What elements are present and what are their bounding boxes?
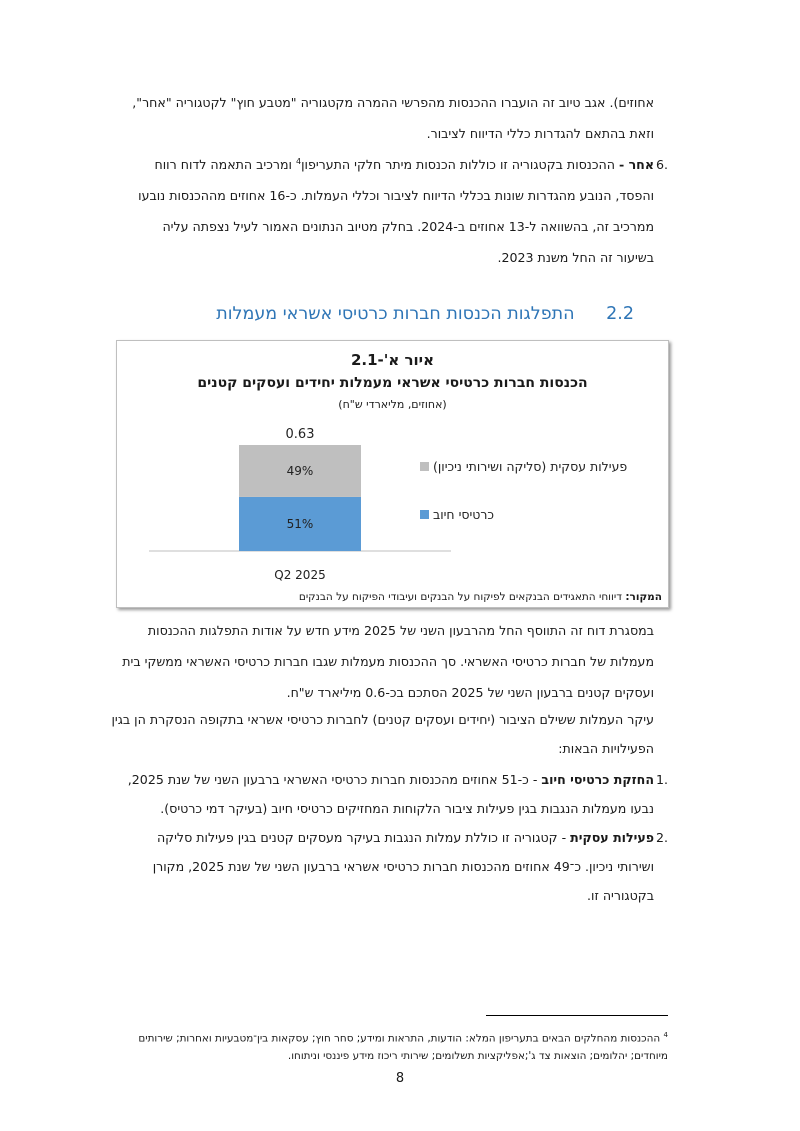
list-item-line [144,830,654,845]
list-item-title: החזקת כרטיסי חיוב [541,772,654,787]
list-item-text: ההכנסות בקטגוריה זו כוללות הכנסות מיתר חלקי התעריפון [301,157,615,173]
section-title: התפלגות הכנסות חברות כרטיסי אשראי מעמלות [216,304,575,324]
paragraph-line: הפעילויות הבאות: [558,741,654,756]
page-number: 8 [395,1071,405,1086]
source-text: דיווחי התאגידים הבנקאים לפיקוח על הבנקים ועיבודי הפיקוח על הבנקים [298,591,622,603]
total-label: 0.63 [285,427,315,442]
list-item-line: בשיעור זה החל משנת 2023. [497,250,654,265]
list-item-line: והפסד, הנובע מהגדרות שונות בכללי הדיווח לציבור וכללי העמלות. כ-16 אחוזים מההכנסות נובעו [138,188,654,203]
source-label: המקור: [625,591,662,603]
figure-label: איור א'-2.1 [350,351,435,369]
data-label: 51% [286,516,314,531]
paragraph-line: עיקר העמלות ששילם הציבור (יחידים ועסקים קטנים) לחברות כרטיסי אשראי בתקופה הנסקרת הן בגין [111,712,654,727]
legend-label: פעילות עסקית (סליקה ושירותי ניכיון) [433,459,628,474]
footnote-line: מיוחדים; יהלומים; הוצאות צד ג';אפליקציות תשלומים; שירותי ריכוז מידע פיננסי וניתוחו. [287,1050,668,1062]
list-item-text: ומרכיב התאמה לדוח רווח [154,157,292,173]
figure-source [299,591,662,603]
figure-box [116,340,669,608]
list-number: 1. [655,772,668,787]
paragraph-line: אחוזים). אגב טיוב זה הועברו ההכנסות מהפרשי ההמרה מקטגוריה "מטבע חוץ" לקטגוריה "אחר", [132,95,654,110]
footnote-number: 4 [663,1031,668,1039]
section-heading [216,304,634,324]
footnote-ref[interactable]: 4 [296,157,302,166]
footnote-text: ההכנסות מהחלקים הבאים בתעריפון המלא: הודעות, התראות ומידע; סחר חוץ; עסקאות בין־מטבעיות ואחרות; שירותים [138,1032,661,1045]
legend-label: כרטיסי חיוב [433,507,495,522]
figure-subtitle: (אחוזים, מליארדי ש"ח) [338,398,447,411]
section-number: 2.2 [606,304,634,324]
paragraph-line: וזאת בהתאם להגדרות כללי הדיווח לציבור. [426,126,654,141]
list-item-line: ממרכיב זה, בהשוואה ל-13 אחוזים ב-2024. בחלק מטיוב הנתונים האמור לעיל נצפתה עליה [162,219,654,234]
list-item-text: - כ-51 אחוזים מהכנסות חברות כרטיסי האשראי ברבעון השני של שנת 2025, [127,772,542,787]
footnote-divider [486,1015,668,1016]
category-tick-label: Q2 2025 [274,568,326,582]
list-item-text: - קטגוריה זו כוללת עמלות הנגבות בעיקר מעסקים קטנים בגין פעילות סליקה [156,830,571,845]
legend-swatch [420,510,429,519]
list-item-title: פעילות עסקית [570,830,654,845]
footnote-line [138,1031,668,1044]
list-item-line [144,157,654,172]
paragraph-line: במסגרת דוח זה התווסף החל מהרבעון השני של 2025 מידע חדש על אודות התפלגות ההכנסות [147,623,654,638]
list-item-line: נבעו מעמלות הנגבות בגין פעילות ציבור הלקוחות המחזיקים כרטיסי חיוב (בעיקר דמי כרטיס). [160,801,654,816]
chart [117,341,668,607]
list-item-line: בקטגוריה זו. [587,888,654,903]
paragraph-line: מעמלות של חברות כרטיסי האשראי. סך ההכנסות מעמלות שגבו חברות כרטיסי האשראי ממשקי בית [122,654,654,669]
list-item-title: אחר - [618,157,654,173]
paragraph-line: ועסקים קטנים ברבעון השני של 2025 הסתכם בכ-0.6 מיליארד ש"ח. [286,685,654,700]
figure-title: הכנסות חברות כרטיסי אשראי מעמלות יחידים ועסקים קטנים [197,375,588,391]
legend-swatch [420,462,429,471]
list-item-line: ושירותי ניכיון. כ־49 אחוזים מהכנסות חברות כרטיסי אשראי ברבעון השני של שנת 2025, מקורן [152,859,654,874]
list-number: 2. [655,830,668,845]
data-label: 49% [286,463,314,478]
list-number: 6. [655,157,668,172]
list-item-line [127,772,654,787]
